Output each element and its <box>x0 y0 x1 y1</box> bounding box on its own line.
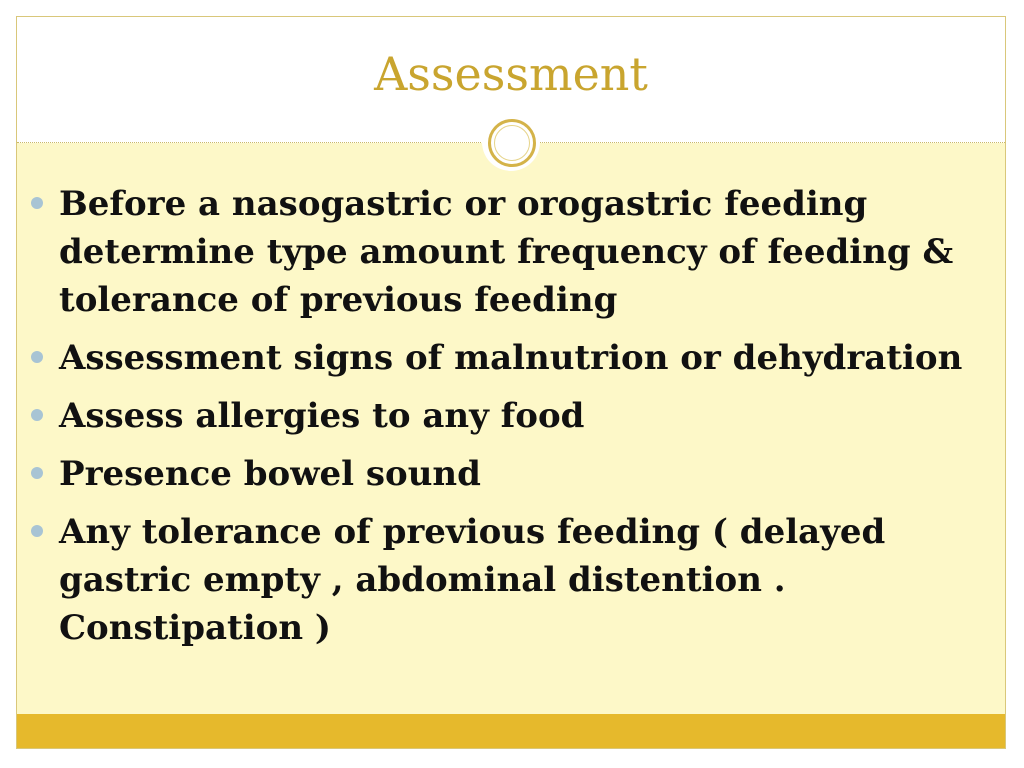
bullet-text: Any tolerance of previous feeding ( delayed gastric empty , abdominal distention . Constipation ) <box>59 512 886 648</box>
bullet-text: Assess allergies to any food <box>59 396 585 436</box>
circle-ornament-icon <box>482 113 540 171</box>
bullet-text: Presence bowel sound <box>59 454 481 494</box>
bullet-dot-icon <box>31 197 43 209</box>
bullet-dot-icon <box>31 467 43 479</box>
slide-title: Assessment <box>374 47 648 101</box>
ornament-ring <box>488 119 536 167</box>
bullet-item <box>29 180 989 324</box>
bullet-text: Assessment signs of malnutrion or dehydration <box>59 338 963 378</box>
bullet-item <box>29 334 989 382</box>
bullet-text: Before a nasogastric or orogastric feeding determine type amount frequency of feeding & tolerance of previous feeding <box>59 184 954 320</box>
footer-bar <box>17 714 1005 748</box>
slide <box>16 16 1006 749</box>
bullet-dot-icon <box>31 525 43 537</box>
bullet-item <box>29 508 989 652</box>
bullet-item <box>29 392 989 440</box>
bullet-dot-icon <box>31 409 43 421</box>
bullet-list <box>29 180 989 662</box>
ornament-ring-inner <box>494 125 530 161</box>
bullet-item <box>29 450 989 498</box>
bullet-dot-icon <box>31 351 43 363</box>
